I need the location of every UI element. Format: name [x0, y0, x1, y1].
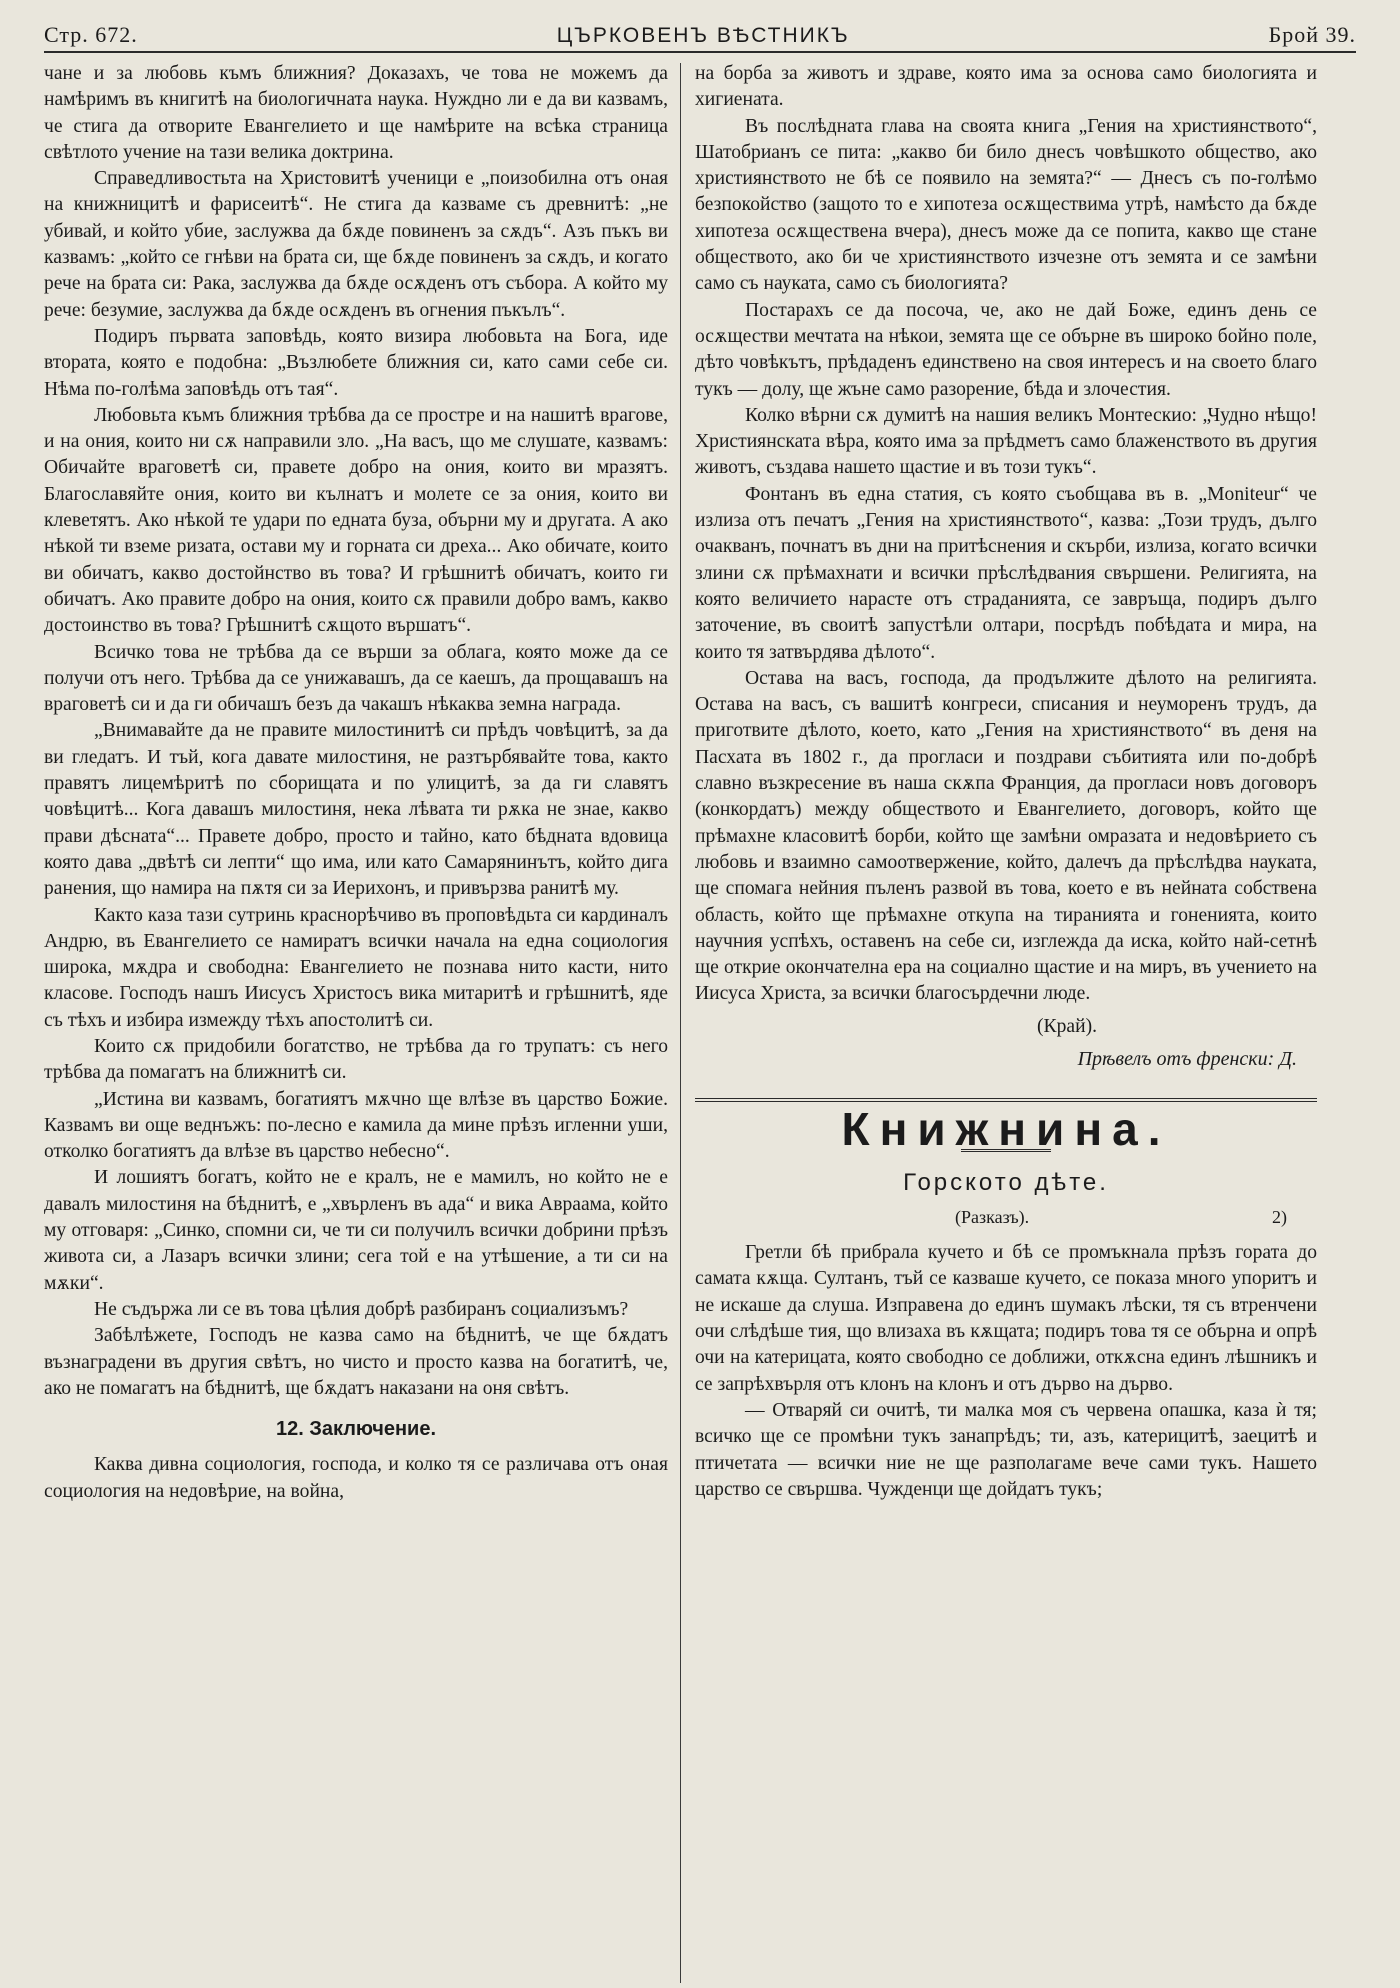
paragraph: Гретли бѣ прибрала кучето и бѣ се промъкнала прѣзъ гората до самата кѫща. Султанъ, тъй се казваше кучето, се показа много упоритъ и не искаше да слуша. Изправена до единъ шумакъ лѣски, тя съ втренчени очи слѣдѣше тия, що влизаха въ кѫщата; подиръ това тя се обърна и опрѣ очи на катерицата, която свободно се доближи, откѫсна единъ лѣшникъ и се запрѣхвърля отъ клонъ на клонъ и отъ дърво на дърво. — [695, 1242, 1317, 1395]
paragraph: Забѣлѣжете, Господъ не казва само на бѣднитѣ, че ще бѫдатъ възнаградени въ другия свѣтъ, но чисто и просто казва на богатитѣ, че, ако не помагатъ на бѣднитѣ, ще бѫдатъ наказани на оня свѣтъ. — [44, 1325, 668, 1399]
paragraph: Справедливостьта на Христовитѣ ученици е „поизобилна отъ оная на книжницитѣ и фарисеитѣ“. Не стига да казваме съ древнитѣ: „не убивай, и който убие, заслужва да бѫде повиненъ за сѫдъ“. Азъ пъкъ ви казвамъ: „който се гнѣви на брата си, ще бѫде повиненъ за сѫдъ, и когато рече на брата си: Рака, заслужва да бѫде осѫденъ отъ събора. А който му рече: безумие, заслужва да бѫде осѫденъ въ огнения пъкълъ“. — [44, 168, 668, 321]
right-column — [681, 61, 1317, 1983]
paragraph: Колко вѣрни сѫ думитѣ на нашия великъ Монтескио: „Чудно нѣщо! Християнската вѣра, която има за прѣдметъ само блаженството въ другия животъ, създава нашето щастие и въ този тукъ“. — [695, 404, 1317, 479]
end-mark: (Край). — [1037, 1015, 1097, 1037]
newspaper-title: ЦЪРКОВЕНЪ ВѢСТНИКЪ — [556, 24, 850, 47]
section-heading: 12. Заключение. — [275, 1418, 437, 1441]
paragraph: на борба за животъ и здраве, която има за основа само биологията и хигиената. — [695, 63, 1317, 111]
paragraph: Както каза тази сутринь краснорѣчиво въ проповѣдьта си кардиналъ Андрю, въ Евангелието се намиратъ всички начала на една социология широка, мѫдра и свободна: Евангелието не познава нито касти, нито класове. Господъ нашъ Иисусъ Христосъ вика митаритѣ и грѣшнитѣ, яде съ тѣхъ и избира измежду тѣхъ апостолитѣ си. — [44, 904, 668, 1031]
page-number: Стр. 672. — [44, 22, 138, 47]
article-columns — [44, 61, 1356, 1983]
paragraph: „Истина ви казвамъ, богатиятъ мѫчно ще влѣзе въ царство Божие. Казвамъ ви още веднъжъ: по-лесно е камила да мине прѣзъ игленни уши, отколко богатиятъ да влѣзе въ царство небесно“. — [44, 1088, 668, 1163]
section-divider — [695, 1098, 1317, 1102]
paragraph: Любовьта къмъ ближния трѣбва да се простре и на нашитѣ врагове, и на ония, които ни сѫ направили зло. „На васъ, що ме слушате, казвамъ: Обичайте враговетѣ си, правете добро на ония, които ви мразятъ. Благославяйте ония, които ви кълнатъ и молете се за ония, които ви клеветятъ. Ако нѣкой те удари по едната буза, обърни му и другата. А ако нѣкой ти вземе ризата, остави му и горната си дреха... Ако обичате, които ви обичатъ, какво достойнство въ това? И грѣшнитѣ обичатъ, които ги обичатъ. Ако правите добро на ония, които сѫ правили добро вамъ, какво достоинство въ това? Грѣшнитѣ сѫщото вършатъ“. — [44, 404, 668, 637]
paragraph: — Отваряй си очитѣ, ти малка моя съ червена опашка, каза ѝ тя; всичко ще се промѣни тукъ занапрѣдъ; ти, азъ, катерицитѣ, заецитѣ и птичетата — всички ние не ще разполагаме вече сами тукъ. Нашето царство се свършва. Чужденци ще дойдатъ тукъ; — [695, 1399, 1317, 1500]
paragraph: „Внимавайте да не правите милостинитѣ си прѣдъ човѣцитѣ, за да ви гледатъ. И тъй, кога давате милостиня, не разтърбявайте това, както правятъ лицемѣритѣ по сборищата и по улицитѣ, за да ги славятъ човѣцитѣ... Кога давашъ милостиня, нека лѣвата ти рѫка не знае, какво прави дѣсната“... Правете добро, просто и тайно, като бѣдната вдовица която дава „двѣтѣ си лепти“ що има, или като Самарянинътъ, който дига ранения, що намира на пѫтя си за Иерихонъ, и привързва ранитѣ му. — [44, 720, 668, 900]
page-header — [44, 14, 1356, 53]
story-subtitle: (Разказъ). — [955, 1206, 1030, 1227]
story-part: 2) — [1272, 1206, 1287, 1227]
translator-credit: Прѣвелъ отъ френски: Д. — [1077, 1047, 1297, 1070]
issue-number: Брой 39. — [1268, 22, 1356, 47]
paragraph: Които сѫ придобили богатство, не трѣбва да го трупатъ: съ него трѣбва да помагатъ на ближнитѣ си. — [44, 1035, 668, 1084]
story-title: Горското дѣте. — [903, 1168, 1109, 1196]
paragraph: Въ послѣдната глава на своята книга „Гения на християнството“, Шатобрианъ се пита: „какво би било днесъ човѣшкото общество, ако християнството не бѣ се появило на земята?“ — Днесъ съ по-голѣмо безпокойство (защото то е хипотеза осѫществима утрѣ, намѣсто да бѫде хипотеза осѫществена вчера), днесъ може да се попита, какво ще стане обществото, ако би че християнството изчезне отъ земята и се замѣни само съ науката, само съ биологията? — [695, 115, 1317, 295]
paragraph: Постарахъ се да посоча, че, ако не дай Боже, единъ день се осѫществи мечтата на нѣкои, земята ще се обърне въ широко бойно поле, дѣто човѣкътъ, прѣдаденъ единствено на своя интересъ и на своето благо тукъ — долу, ще жъне само разорение, бѣда и злочестия. — [695, 299, 1317, 400]
paragraph: чане и за любовь къмъ ближния? Доказахъ, че това не можемъ да намѣримъ въ книгитѣ на биологичната наука. Нуждно ли е да ви казвамъ, че стига да отворите Евангелието и ще намѣрите на всѣка страница свѣтлото учение на тази велика доктрина. — [44, 63, 668, 163]
paragraph: Каква дивна социология, господа, и колко тя се различава отъ оная социология на недовѣрие, на война, — [44, 1454, 668, 1502]
section-title: Книжнина. — [841, 1103, 1171, 1156]
paragraph: Подиръ първата заповѣдь, която визира любовьта на Бога, иде втората, която е подобна: „Възлюбете ближния си, като сами себе си. Нѣма по-голѣма заповѣдь отъ тая“. — [44, 325, 668, 400]
paragraph: Остава на васъ, господа, да продължите дѣлото на религията. Остава на васъ, съ вашитѣ конгреси, списания и неуморенъ трудъ, да приготвите дѣлото, което, като „Гения на християнството“ въ деня на Пасхата въ 1802 г., да прогласи и поздрави събитията или по-добрѣ славно възкресение въ наша скѫпа Франция, да прогласи новъ договоръ (конкордатъ) между обществото и Евангелието, договоръ, който ще прѣмахне класовитѣ борби, който ще замѣни омразата и недовѣрието съ любовь и взаимно самоотвержение, който, далечъ да прѣслѣдва науката, ще спомага нейния пъленъ развой въ това, което е въ нейната собствена область, който ще прѣмахне откупа на тиранията и гоненията, които научния успѣхъ, оставенъ на себе си, изглежда да иска, който най-сетнѣ ще открие окончателна ера на социално щастие и на миръ, въ учението на Иисуса Христа, за всички благосърдечни люде. — [695, 667, 1317, 1005]
paragraph: И лошиятъ богатъ, който не е кралъ, не е мамилъ, но който не е давалъ милостиня на бѣднитѣ, е „хвърленъ въ ада“ и вика Авраама, който му отговаря: „Синко, спомни си, че ти си получилъ всички добрини прѣзъ живота си, а Лазаръ всички злини; сега той е на утѣшение, а ти си на мѫки“. — [44, 1167, 668, 1294]
left-column — [44, 61, 680, 1983]
paragraph: Фонтанъ въ една статия, съ която съобщава въ в. „Moniteur“ че излиза отъ печатъ „Гения на християнството“, казва: „Този трудъ, дълго очакванъ, почнатъ въ дни на притѣснения и скърби, излиза, когато всички злини сѫ прѣмахнати и всички прѣслѣдвания свършени. Религията, на която величието нарастe отъ страданията, се завръща, подиръ дълго заточение, въ своитѣ запустѣли олтари, посрѣдъ побѣдата и мира, на които тя затвърдява дѣлото“. — [695, 483, 1317, 663]
paragraph: Всичко това не трѣбва да се върши за облага, която може да се получи отъ него. Трѣбва да се унижавашъ, да се каешъ, да прощавашъ на враговетѣ си и да ги обичашъ безъ да чакашъ нѣкаква земна награда. — [44, 641, 668, 716]
paragraph: Не съдържа ли се въ това цѣлия добрѣ разбиранъ социализъмъ? — [94, 1298, 629, 1320]
story-subtitle-row — [695, 1204, 1317, 1230]
